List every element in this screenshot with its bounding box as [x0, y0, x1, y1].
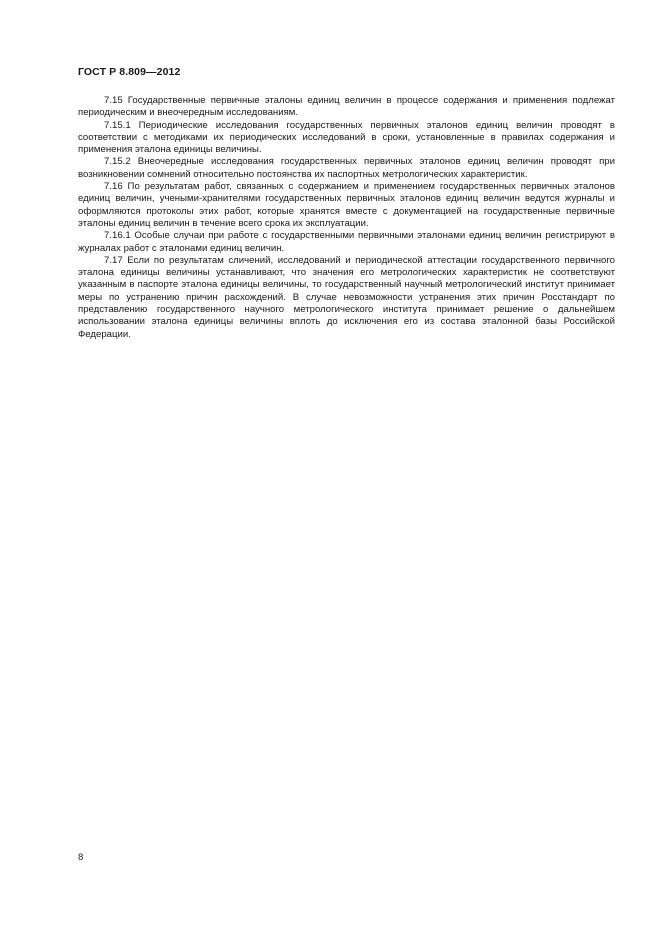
paragraph-7-16-1: 7.16.1 Особые случаи при работе с государственными первичными эталонами единиц величин регистрируют в журналах работ с эталонами единиц величин. [78, 230, 615, 254]
paragraph-7-17: 7.17 Если по результатам сличений, исследований и периодической аттестации государственного первичного эталона единицы величины устанавливают, что значения его метрологических характеристик не соответствуют указанным в паспорте эталона единицы величины, то государственный научный метрологический институт принимает меры по устранению причин расхождений. В случае невозможности устранения этих причин Росстандарт по представлению государственного научного метрологического института принимает решение о дальнейшем использовании эталона единицы величины вплоть до исключения его из состава эталонной базы Российской Федерации. [78, 254, 615, 340]
document-id-header: ГОСТ Р 8.809—2012 [78, 66, 181, 78]
paragraph-7-16: 7.16 По результатам работ, связанных с содержанием и применением государственных первичных эталонов единиц величин, учеными-хранителями государственных первичных эталонов единиц величин ведутся журналы и оформляются протоколы этих работ, которые хранятся вместе с документацией на государственные первичные эталоны единиц величин в течение всего срока их эксплуатации. [78, 181, 615, 229]
paragraph-7-15-2: 7.15.2 Внеочередные исследования государственных первичных эталонов единиц величин проводят при возникновении сомнений относительно постоянства их паспортных метрологических характеристик. [78, 156, 615, 180]
paragraph-7-15: 7.15 Государственные первичные эталоны единиц величин в процессе содержания и применения подлежат периодическим и внеочередным исследованиям. [78, 95, 615, 119]
document-body [78, 95, 615, 341]
paragraph-7-15-1: 7.15.1 Периодические исследования государственных первичных эталонов единиц величин проводят в соответствии с методиками их периодических исследований в сроки, установленные в правилах содержания и применения эталона единицы величины. [78, 119, 615, 156]
page-number: 8 [78, 852, 84, 863]
